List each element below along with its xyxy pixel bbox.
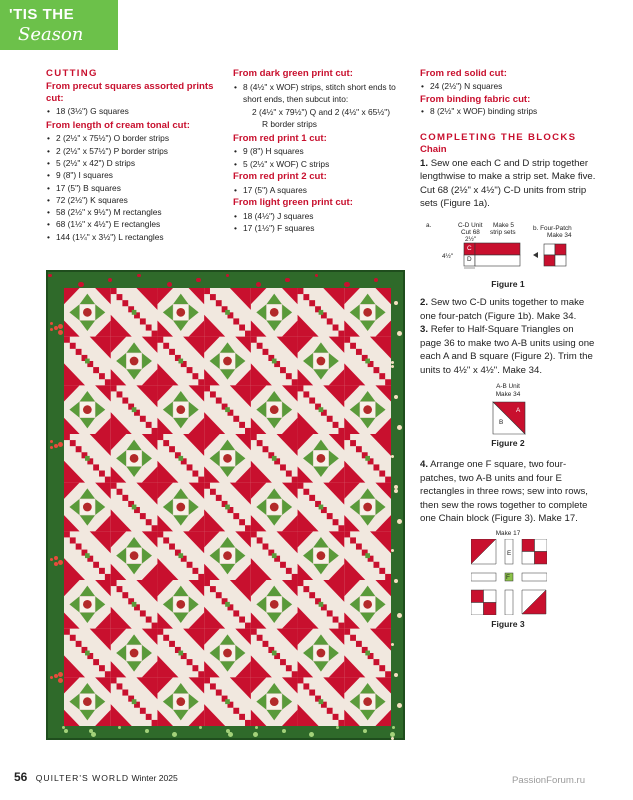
fig3-make: Make 17: [495, 530, 521, 537]
border-berry: [54, 556, 58, 560]
cut-section-title: From red solid cut:: [420, 68, 507, 79]
border-berry: [391, 455, 394, 458]
border-berry: [397, 703, 402, 708]
step-number: 4.: [420, 459, 429, 470]
fig1-diagram: [420, 222, 596, 282]
border-berry: [228, 732, 233, 737]
border-berry: [50, 558, 53, 561]
fig3-f: F: [506, 574, 510, 581]
fig2-make: Make 34: [495, 391, 521, 398]
step-text: Sew one each C and D strip together lengthwise to make a strip set. Make five. Cut 68 (2½" x 4½") C-D units from strip sets (Figure 1a).: [420, 157, 596, 210]
cut-item: • 2 (2½" x 57½") P border strips: [46, 145, 224, 157]
magazine-name: QUILTER'S WORLD: [35, 773, 130, 783]
cut-section-title: From precut squares assorted prints cut:: [46, 80, 214, 104]
cut-item: • 2 (2½" x 75½") O border strips: [46, 132, 224, 144]
border-berry: [197, 278, 201, 282]
figure-3-caption: Figure 3: [491, 619, 525, 629]
border-berry: [391, 365, 394, 368]
fig2-b: B: [499, 419, 504, 426]
section-title-line1: 'TIS THE: [9, 6, 75, 23]
instructions-column: [420, 68, 596, 211]
border-berry: [226, 274, 229, 277]
steps-2-3: [420, 296, 596, 377]
cut-item: • 58 (2½" x 9½") M rectangles: [46, 206, 224, 218]
fig1-d: D: [467, 256, 472, 263]
border-berry: [391, 643, 394, 646]
fig3-e: E: [507, 550, 512, 557]
step-text: Arrange one F square, two four-patches, two A-B units and four E rectangles in three rows; sew into rows, then sew the rows together to complete one Chain block (Figure 3). Make 17.: [420, 459, 588, 524]
border-berry: [345, 282, 350, 287]
fig1-b-label: b. Four-Patch: [533, 225, 572, 232]
border-berry: [64, 729, 68, 733]
fig1-dim: 2½": [465, 236, 477, 243]
cut-section-title: From length of cream tonal cut:: [46, 119, 190, 131]
cut-item: • 72 (2½") K squares: [46, 194, 224, 206]
cut-list: [233, 184, 413, 196]
border-berry: [391, 549, 394, 552]
border-berry: [397, 613, 402, 618]
border-berry: [50, 446, 53, 449]
quilt-photo: [46, 270, 405, 740]
step-text: Sew two C-D units together to make one four-patch (Figure 1b). Make 34.: [420, 297, 585, 322]
figure-2-caption: Figure 2: [491, 438, 525, 448]
border-berry: [255, 726, 258, 729]
cut-list: [420, 81, 596, 92]
border-berry: [309, 732, 314, 737]
step-number: 3.: [420, 324, 429, 335]
cut-subitem: R border strips: [262, 119, 317, 130]
section-tab: [0, 0, 118, 50]
figure-2: [420, 383, 596, 449]
issue-date: Winter 2025: [131, 773, 178, 783]
completing-heading: COMPLETING THE BLOCKS: [420, 131, 577, 143]
border-berry: [50, 322, 53, 325]
figure-1: [420, 222, 596, 292]
border-berry: [397, 519, 402, 524]
border-berry: [394, 579, 398, 583]
border-berry: [286, 278, 290, 282]
cut-section-title: From dark green print cut:: [233, 68, 353, 79]
fig2-diagram: [491, 400, 527, 436]
fig1-a-label: a.: [426, 222, 432, 229]
cut-list: [46, 106, 224, 117]
border-berry: [256, 282, 261, 287]
quilt-pattern: [64, 288, 391, 726]
step-4-wrap: [420, 458, 596, 526]
block-heading: Chain: [420, 144, 447, 156]
cut-list: [420, 106, 596, 117]
fig2-unit: A-B Unit: [496, 383, 520, 390]
cutting-column-2: [233, 68, 413, 234]
fig1-cut68: Cut 68: [461, 229, 480, 236]
border-berry: [199, 726, 202, 729]
border-berry: [363, 729, 367, 733]
cut-item: • 144 (1¼" x 3½") L rectangles: [46, 231, 224, 243]
border-berry: [58, 560, 63, 565]
fig1-strip-sets: strip sets: [490, 229, 516, 236]
border-berry: [58, 678, 63, 683]
border-berry: [315, 274, 318, 277]
fig2-a: A: [516, 407, 521, 414]
border-berry: [118, 726, 121, 729]
border-berry: [394, 485, 398, 489]
step-4: [420, 458, 596, 526]
figure-3: [420, 530, 596, 630]
cut-item: • 8 (2½" x WOF) binding strips: [420, 106, 596, 117]
border-berry: [394, 301, 398, 305]
cut-list: [46, 132, 224, 243]
border-berry: [253, 732, 258, 737]
border-berry: [91, 732, 96, 737]
border-berry: [336, 726, 339, 729]
border-berry: [79, 282, 84, 287]
border-berry: [172, 732, 177, 737]
border-berry: [397, 425, 402, 430]
fig1-make34: Make 34: [547, 232, 572, 239]
figure-1-caption: Figure 1: [491, 279, 525, 289]
step-1: [420, 157, 596, 211]
fig1-cd-unit: C-D Unit: [458, 222, 483, 229]
cut-item: • 68 (1½" x 4½") E rectangles: [46, 218, 224, 230]
cutting-heading: CUTTING: [46, 68, 98, 79]
border-berry: [394, 395, 398, 399]
fig1-side: 4½": [442, 253, 454, 260]
cut-item: • 17 (5") B squares: [46, 182, 224, 194]
border-berry: [50, 328, 53, 331]
border-berry: [58, 324, 63, 329]
step-text: Refer to Half-Square Triangles on page 36 to make two A-B units using one each A and B square (Figure 2). Trim the units to 4½" x 4½". Make 34.: [420, 324, 595, 376]
cut-list: [233, 145, 413, 170]
cutting-column-1: [46, 68, 224, 243]
cut-item: • 5 (2½" x WOF) C strips: [233, 158, 413, 170]
border-berry: [138, 274, 141, 277]
cut-item: • 5 (2½" x 42") D strips: [46, 157, 224, 169]
fig1-make5: Make 5: [493, 222, 514, 229]
cut-item: • 18 (3½") G squares: [46, 106, 224, 117]
border-berry: [145, 729, 149, 733]
border-berry: [108, 278, 112, 282]
cut-list: [233, 81, 413, 106]
step-2: [420, 296, 596, 323]
cut-subitem: 2 (4½" x 79½") Q and 2 (4½" x 65½"): [252, 106, 391, 117]
quilt-center: [64, 288, 391, 726]
step-3: [420, 323, 596, 377]
border-berry: [50, 676, 53, 679]
border-berry: [397, 331, 402, 336]
cut-section-title: From binding fabric cut:: [420, 93, 531, 105]
border-berry: [394, 673, 398, 677]
cut-item: • 17 (5") A squares: [233, 184, 413, 196]
section-title-line2: Season: [18, 24, 84, 45]
fig1-c: C: [467, 245, 472, 252]
cut-item: • 17 (1½") F squares: [233, 222, 413, 234]
border-berry: [391, 737, 394, 740]
step-number: 2.: [420, 297, 429, 308]
watermark: PassionForum.ru: [512, 775, 586, 786]
border-berry: [49, 274, 52, 277]
border-berry: [392, 726, 395, 729]
border-berry: [58, 672, 63, 677]
border-berry: [394, 489, 398, 493]
cut-item: • 8 (4½" x WOF) strips, stitch short ends to short ends, then subcut into:: [233, 81, 413, 106]
border-berry: [167, 282, 172, 287]
cut-item: • 9 (8") H squares: [233, 145, 413, 157]
page-footer: [14, 770, 178, 784]
border-berry: [390, 732, 395, 737]
cut-section-title: From red print 1 cut:: [233, 132, 327, 144]
cut-item: • 9 (8") I squares: [46, 169, 224, 181]
border-berry: [282, 729, 286, 733]
border-berry: [50, 440, 53, 443]
border-berry: [374, 278, 378, 282]
cut-item: • 24 (2½") N squares: [420, 81, 596, 92]
step-number: 1.: [420, 157, 429, 169]
cut-section-title: From light green print cut:: [233, 197, 353, 209]
page-number: 56: [14, 770, 28, 784]
border-berry: [58, 442, 63, 447]
cut-item: • 18 (4½") J squares: [233, 210, 413, 222]
border-berry: [391, 361, 394, 364]
cut-section-title: From red print 2 cut:: [233, 171, 327, 183]
cut-list: [233, 210, 413, 235]
border-berry: [58, 330, 63, 335]
